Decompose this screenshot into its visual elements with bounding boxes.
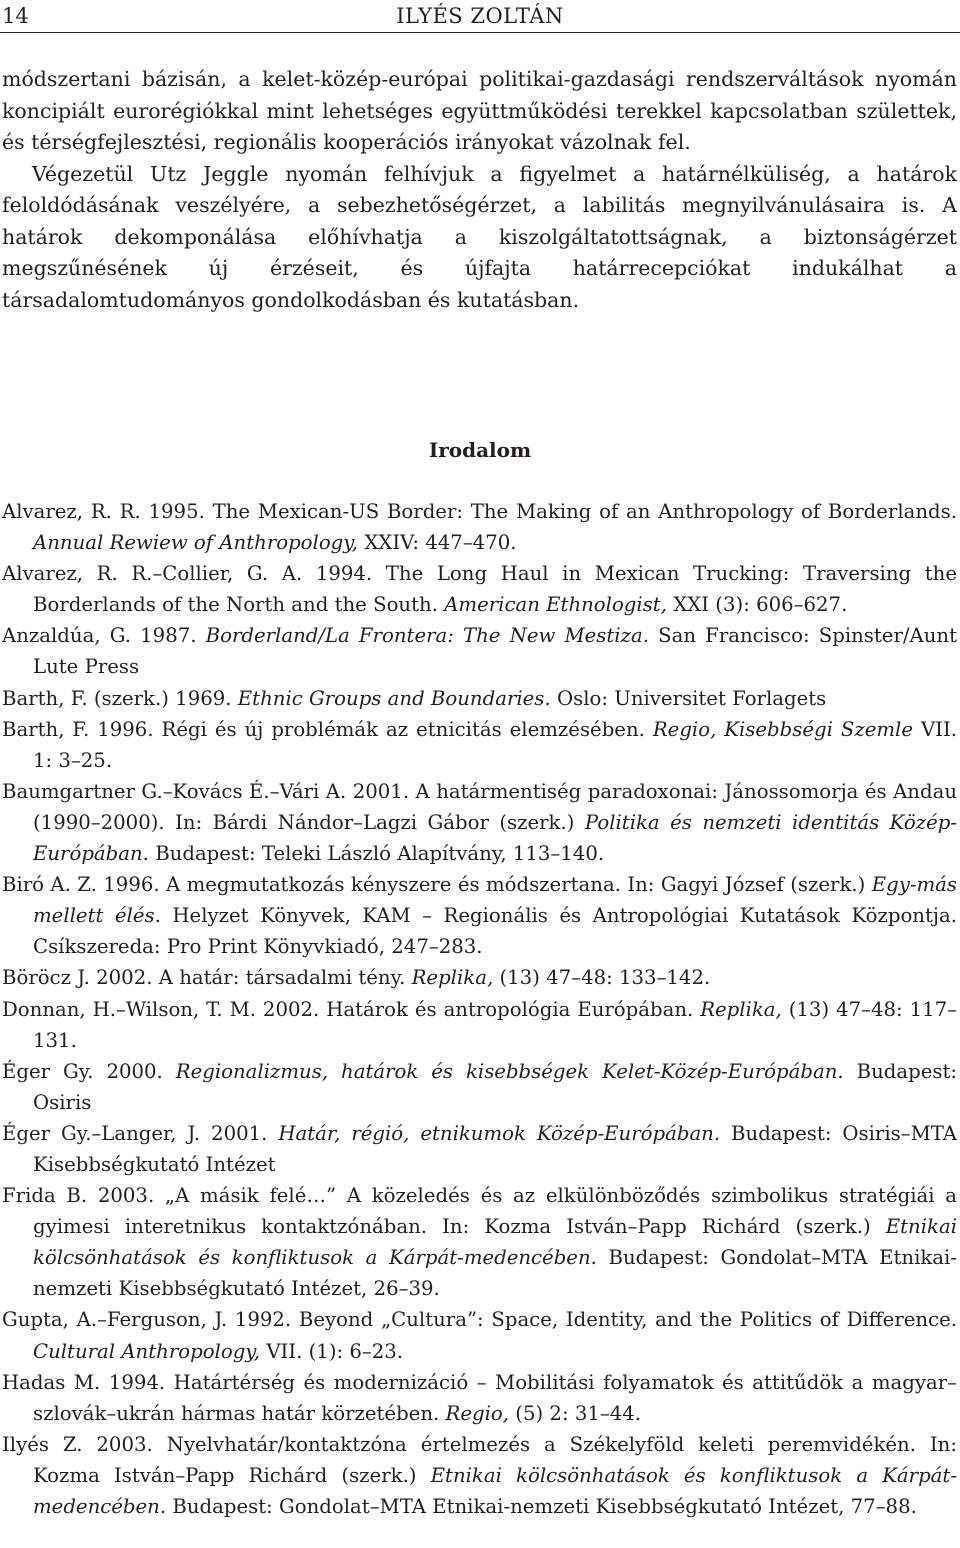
reference-item: Biró A. Z. 1996. A megmutatkozás kényszere és módszertana. In: Gagyi József (szerk.) Egy-más mellett élés. Helyzet Könyvek, KAM – Regionális és Antropológiai Kutatások Központja. Csíkszereda: Pro Print Könyvkiadó, 247–283.	[2, 873, 957, 959]
reference-item: Frida B. 2003. „A másik felé…” A közeledés és az elkülönböződés szimbolikus stratégiái a gyimesi interetnikus kontaktzónában. In: Kozma István–Papp Richárd (szerk.) Etnikai kölcsönhatások és konfliktusok a Kárpát-medencében. Budapest: Gondolat–MTA Etnikai-nemzeti Kisebbségkutató Intézet, 26–39.	[2, 1184, 957, 1301]
reference-item: Ilyés Z. 2003. Nyelvhatár/kontaktzóna értelmezés a Székelyföld keleti peremvidékén. In: Kozma István–Papp Richárd (szerk.) Etnikai kölcsönhatások és konfliktusok a Kárpát-medencében. Budapest: Gondolat–MTA Etnikai-nemzeti Kisebbségkutató Intézet, 77–88.	[2, 1432, 957, 1518]
reference-item: Éger Gy.–Langer, J. 2001. Határ, régió, etnikumok Közép-Európában. Budapest: Osiris–MTA Kisebbségkutató Intézet	[2, 1121, 958, 1176]
reference-item: Böröcz J. 2002. A határ: társadalmi tény. Replika, (13) 47–48: 133–142.	[2, 966, 711, 990]
reference-item: Éger Gy. 2000. Regionalizmus, határok és kisebbségek Kelet-Közép-Európában. Budapest: Osiris	[2, 1059, 957, 1114]
reference-list	[2, 496, 957, 1522]
reference-item: Baumgartner G.–Kovács É.–Vári A. 2001. A határmentiség paradoxonai: Jánossomorja és Andau (1990–2000). In: Bárdi Nándor–Lagzi Gábor (szerk.) Politika és nemzeti identitás Közép-Európában. Budapest: Teleki László Alapítvány, 113–140.	[2, 779, 957, 866]
paragraph-1: módszertani bázisán, a kelet-közép-európai politikai-gazdasági rendszerváltások nyomán koncipiált eurorégiókkal mint lehetséges együttműködési terekkel kapcsolatban születtek, és térségfejlesztési, regionális kooperációs irányokat vázolnak fel.	[2, 67, 957, 154]
running-title: ILYÉS ZOLTÁN	[396, 4, 564, 28]
reference-item: Donnan, H.–Wilson, T. M. 2002. Határok és antropológia Európában. Replika, (13) 47–48: 117–131.	[2, 997, 957, 1052]
page-number: 14	[2, 4, 29, 28]
body-text	[2, 64, 957, 316]
reference-item: Gupta, A.–Ferguson, J. 1992. Beyond „Cultura”: Space, Identity, and the Politics of Difference. Cultural Anthropology, VII. (1): 6–23.	[2, 1308, 957, 1363]
reference-item: Hadas M. 1994. Határtérség és modernizáció – Mobilitási folyamatok és attitűdök a magyar–szlovák–ukrán hármas határ körzetében. Regio, (5) 2: 31–44.	[2, 1370, 957, 1425]
reference-item: Alvarez, R. R. 1995. The Mexican-US Border: The Making of an Anthropology of Borderlands. Annual Rewiew of Anthropology, XXIV: 447–470.	[2, 500, 957, 555]
reference-item: Barth, F. (szerk.) 1969. Ethnic Groups and Boundaries. Oslo: Universitet Forlagets	[2, 686, 827, 710]
reference-item: Anzaldúa, G. 1987. Borderland/La Frontera: The New Mestiza. San Francisco: Spinster/Aunt Lute Press	[2, 624, 957, 679]
running-head	[0, 0, 960, 33]
reference-item: Alvarez, R. R.–Collier, G. A. 1994. The Long Haul in Mexican Trucking: Traversing the Borderlands of the North and the South. American Ethnologist, XXI (3): 606–627.	[2, 562, 957, 617]
section-heading: Irodalom	[428, 438, 532, 462]
paragraph-2: Végezetül Utz Jeggle nyomán felhívjuk a figyelmet a határnélküliség, a határok feloldódásának veszélyére, a sebezhetőségérzet, a labilitás megnyilvánulásaira is. A határok dekomponálása előhívhatja a kiszolgáltatottságnak, a biztonságérzet megszűnésének új érzéseit, és újfajta határrecepciókat indukálhat a társadalomtudományos gondolkodásban és kutatásban.	[2, 161, 957, 312]
reference-item: Barth, F. 1996. Régi és új problémák az etnicitás elemzésében. Regio, Kisebbségi Szemle VII. 1: 3–25.	[2, 717, 957, 772]
